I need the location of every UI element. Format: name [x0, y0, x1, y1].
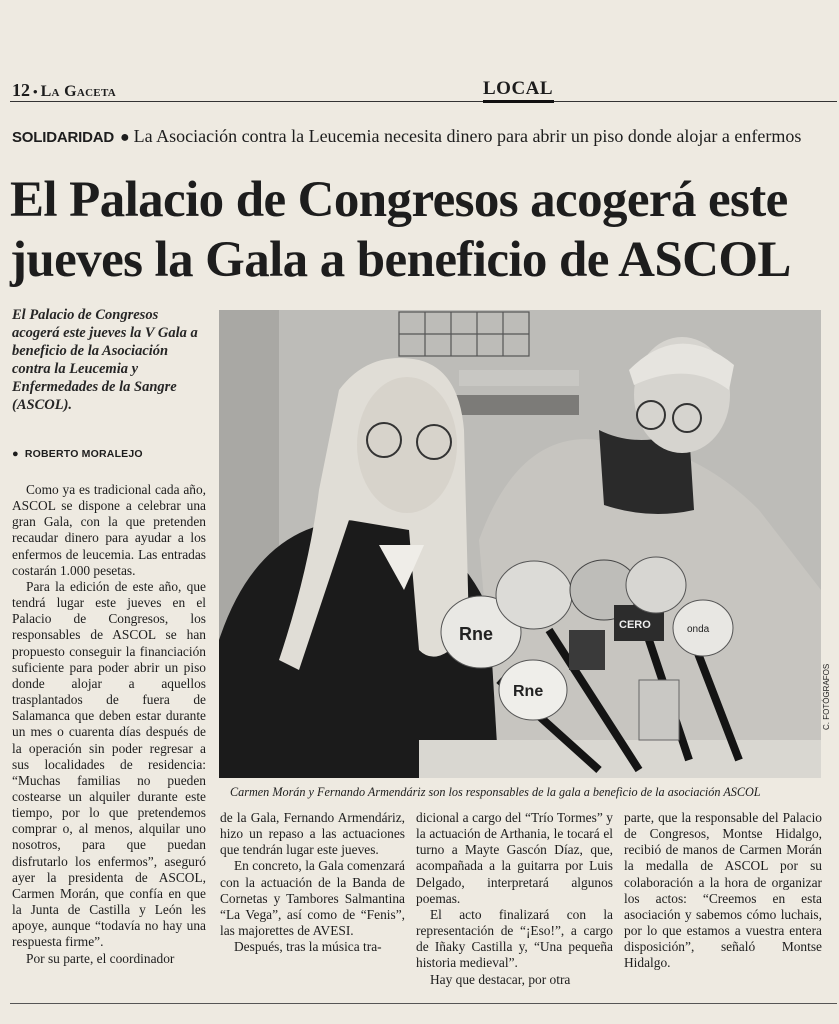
kicker-tag: SOLIDARIDAD	[12, 129, 114, 146]
newspaper-name: La Gaceta	[40, 83, 117, 100]
page-number: 12	[12, 80, 30, 100]
bullet-icon: •	[33, 84, 38, 99]
paragraph: El acto finalizará con la representación de “¡Eso!”, a cargo de Iñaky Castilla y, “Una pequeña historia medieval”.	[416, 906, 613, 971]
photo-illustration	[219, 310, 821, 778]
paragraph: de la Gala, Fernando Armendáriz, hizo un repaso a las actuaciones que tendrán lugar este jueves.	[220, 810, 405, 858]
paragraph: En concreto, la Gala comenzará con la actuación de la Banda de Cornetas y Tambores Salmantina “La Vega”, así como de “Fenis”, las majorettes de AVESI.	[220, 858, 405, 939]
page-header	[12, 80, 116, 101]
paragraph: Para la edición de este año, que tendrá lugar este jueves en el Palacio de Congresos, los responsables de ASCOL se han propuesto conseguir la financiación suficiente para poder abrir un piso donde alojar a aquellos trasplantados de fuera de Salamanca que deben estar durante un mes o cuarenta días después de la operación sin poder regresar a sus localidades de residencia: “Muchas familias no pueden costearse un alquiler durante este tiempo, por lo que pretendemos comprar o, al menos, alquilar uno nosotros, para que puedan disfrutarlo los enfermos”, aseguró ayer la presidenta de ASCOL, Carmen Morán, que confía en que la Junta de Castilla y León les apoye, aunque “todavía no hay una respuesta firme”.	[12, 578, 206, 950]
kicker-subtitle: La Asociación contra la Leucemia necesita dinero para abrir un piso donde alojar a enfermos	[133, 126, 802, 146]
mic-label: onda	[687, 624, 710, 635]
article-photo	[219, 310, 821, 778]
section-underline	[483, 100, 554, 103]
article-column-1	[12, 482, 206, 967]
mic-label: Rne	[459, 624, 494, 644]
paragraph: Por su parte, el coordinador	[26, 950, 175, 966]
paragraph: dicional a cargo del “Trío Tormes” y la actuación de Arthania, le tocará el turno a Mayte Gascón Díaz, que, acompañada a la guitarra por Luis Delgado, interpretará algunos poemas.	[416, 810, 613, 906]
paragraph: Hay que destacar, por otra	[430, 971, 571, 987]
paragraph: Como ya es tradicional cada año, ASCOL se dispone a celebrar una gran Gala, con la que pretenden recaudar dinero para ayudar a los enfermos de leucemia. Las entradas costarán 1.000 pesetas.	[12, 482, 206, 578]
byline	[12, 448, 143, 460]
article-column-2	[220, 810, 405, 955]
kicker	[12, 126, 801, 147]
photo-credit: C. FOTÓGRAFOS	[822, 663, 831, 730]
header-rule	[10, 101, 837, 102]
mic-label: Rne	[513, 683, 544, 700]
paragraph: parte, que la responsable del Palacio de Congresos, Montse Hidalgo, recibió de manos de Carmen Morán la medalla de ASCOL por su colaboración a la hora de organizar los actos: “Creemos en esta asociación y sabemos cómo luchais, por lo que estamos a vuestra entera disposición”, señaló Montse Hidalgo.	[624, 810, 822, 971]
headline: El Palacio de Congresos acogerá este jueves la Gala a beneficio de ASCOL	[10, 172, 791, 288]
bullet-icon: ●	[12, 448, 19, 460]
paragraph: Después, tras la música tra-	[234, 939, 382, 955]
footer-rule	[10, 1003, 837, 1004]
photo-caption: Carmen Morán y Fernando Armendáriz son los responsables de la gala a beneficio de la asociación ASCOL	[230, 785, 761, 799]
article-column-3	[416, 810, 613, 988]
lede: El Palacio de Congresos acogerá este jueves la V Gala a beneficio de la Asociación contra la Leucemia y Enfermedades de la Sangre (ASCOL).	[12, 307, 198, 413]
mic-label: CERO	[619, 619, 651, 631]
article-column-4	[624, 810, 822, 972]
byline-author: ROBERTO MORALEJO	[24, 448, 143, 460]
bullet-icon: ●	[119, 129, 130, 146]
section-name: LOCAL	[483, 78, 554, 99]
